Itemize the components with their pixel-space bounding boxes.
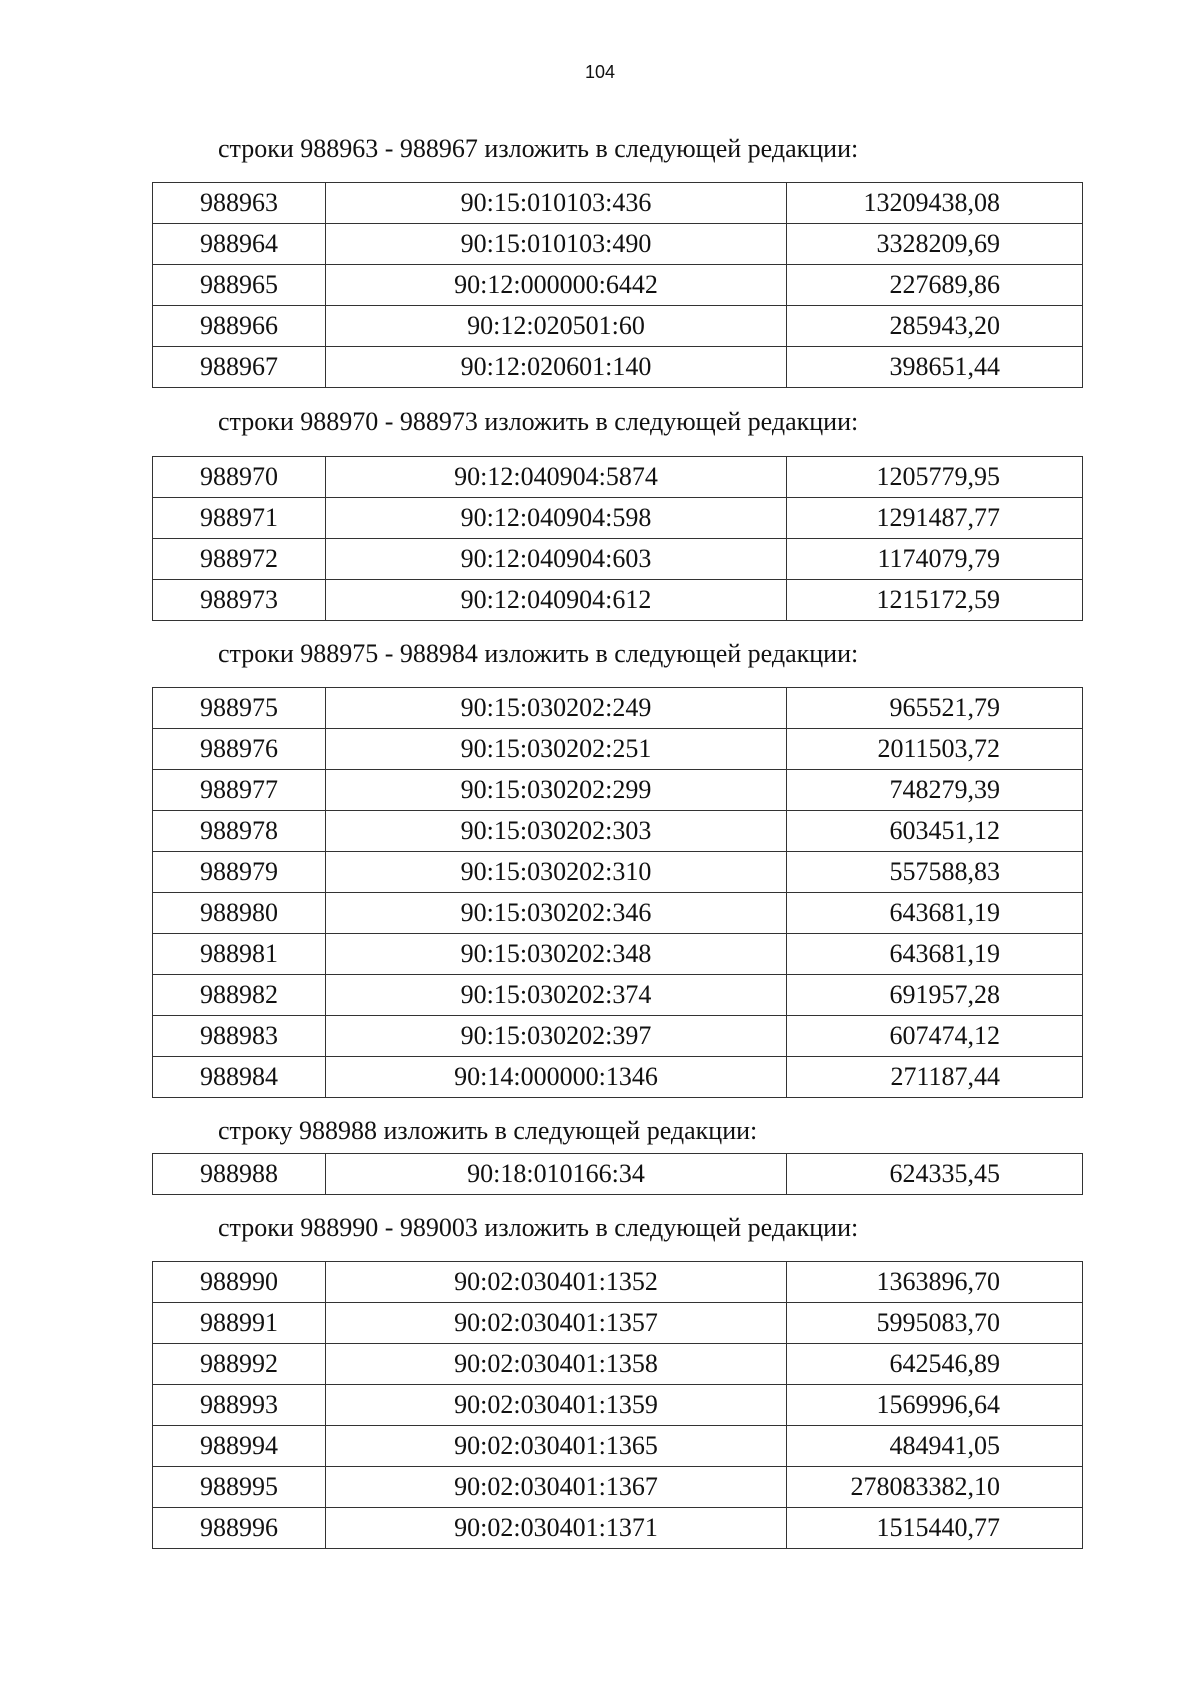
- cadastral-number-cell: 90:15:030202:249: [326, 688, 787, 729]
- table-row: [153, 811, 1083, 852]
- cadastral-number-cell: 90:15:030202:348: [326, 934, 787, 975]
- value-cell: 13209438,08: [787, 183, 1083, 224]
- row-number-cell: 988981: [153, 934, 326, 975]
- value-cell: 271187,44: [787, 1057, 1083, 1098]
- value-cell: 1205779,95: [787, 457, 1083, 498]
- table-row: [153, 457, 1083, 498]
- cadastral-number-cell: 90:02:030401:1352: [326, 1262, 787, 1303]
- value-cell: 642546,89: [787, 1344, 1083, 1385]
- cadastral-number-cell: 90:15:030202:374: [326, 975, 787, 1016]
- table-row: [153, 1057, 1083, 1098]
- row-number-cell: 988967: [153, 347, 326, 388]
- value-cell: 1174079,79: [787, 539, 1083, 580]
- value-cell: 965521,79: [787, 688, 1083, 729]
- section-table: [152, 1153, 1080, 1195]
- value-cell: 1515440,77: [787, 1508, 1083, 1549]
- value-cell: 607474,12: [787, 1016, 1083, 1057]
- row-number-cell: 988975: [153, 688, 326, 729]
- row-number-cell: 988984: [153, 1057, 326, 1098]
- row-number-cell: 988978: [153, 811, 326, 852]
- value-cell: 1569996,64: [787, 1385, 1083, 1426]
- section-heading: строки 988990 - 989003 изложить в следующей редакции:: [218, 1213, 859, 1242]
- table-row: [153, 183, 1083, 224]
- table-row: [153, 1262, 1083, 1303]
- table-row: [153, 893, 1083, 934]
- value-cell: 643681,19: [787, 893, 1083, 934]
- value-cell: 643681,19: [787, 934, 1083, 975]
- value-cell: 1291487,77: [787, 498, 1083, 539]
- row-number-cell: 988963: [153, 183, 326, 224]
- section-heading: строки 988963 - 988967 изложить в следующей редакции:: [218, 134, 859, 163]
- value-cell: 624335,45: [787, 1154, 1083, 1195]
- data-table: [152, 687, 1083, 1098]
- table-row: [153, 1303, 1083, 1344]
- cadastral-number-cell: 90:02:030401:1357: [326, 1303, 787, 1344]
- table-row: [153, 1385, 1083, 1426]
- section-table: [152, 456, 1080, 621]
- cadastral-number-cell: 90:12:040904:5874: [326, 457, 787, 498]
- cadastral-number-cell: 90:12:040904:612: [326, 580, 787, 621]
- value-cell: 484941,05: [787, 1426, 1083, 1467]
- cadastral-number-cell: 90:15:030202:303: [326, 811, 787, 852]
- cadastral-number-cell: 90:15:030202:310: [326, 852, 787, 893]
- cadastral-number-cell: 90:12:040904:603: [326, 539, 787, 580]
- section-heading: строки 988975 - 988984 изложить в следующей редакции:: [218, 639, 859, 668]
- section-table: [152, 1261, 1080, 1549]
- cadastral-number-cell: 90:02:030401:1365: [326, 1426, 787, 1467]
- cadastral-number-cell: 90:02:030401:1359: [326, 1385, 787, 1426]
- row-number-cell: 988996: [153, 1508, 326, 1549]
- value-cell: 557588,83: [787, 852, 1083, 893]
- row-number-cell: 988976: [153, 729, 326, 770]
- value-cell: 1363896,70: [787, 1262, 1083, 1303]
- cadastral-number-cell: 90:12:020501:60: [326, 306, 787, 347]
- data-table: [152, 182, 1083, 388]
- value-cell: 285943,20: [787, 306, 1083, 347]
- value-cell: 5995083,70: [787, 1303, 1083, 1344]
- cadastral-number-cell: 90:12:020601:140: [326, 347, 787, 388]
- value-cell: 278083382,10: [787, 1467, 1083, 1508]
- table-row: [153, 1508, 1083, 1549]
- table-row: [153, 1154, 1083, 1195]
- cadastral-number-cell: 90:02:030401:1371: [326, 1508, 787, 1549]
- row-number-cell: 988983: [153, 1016, 326, 1057]
- value-cell: 227689,86: [787, 265, 1083, 306]
- table-row: [153, 265, 1083, 306]
- table-row: [153, 1344, 1083, 1385]
- section-heading: строки 988970 - 988973 изложить в следующей редакции:: [218, 407, 859, 436]
- table-row: [153, 498, 1083, 539]
- cadastral-number-cell: 90:12:000000:6442: [326, 265, 787, 306]
- table-row: [153, 1426, 1083, 1467]
- table-row: [153, 688, 1083, 729]
- page-number: 104: [584, 62, 616, 82]
- table-row: [153, 306, 1083, 347]
- cadastral-number-cell: 90:02:030401:1367: [326, 1467, 787, 1508]
- table-row: [153, 1467, 1083, 1508]
- row-number-cell: 988965: [153, 265, 326, 306]
- table-row: [153, 852, 1083, 893]
- row-number-cell: 988991: [153, 1303, 326, 1344]
- data-table: [152, 1261, 1083, 1549]
- row-number-cell: 988993: [153, 1385, 326, 1426]
- table-row: [153, 347, 1083, 388]
- value-cell: 1215172,59: [787, 580, 1083, 621]
- section-heading: строку 988988 изложить в следующей редакции:: [218, 1116, 758, 1145]
- row-number-cell: 988966: [153, 306, 326, 347]
- row-number-cell: 988992: [153, 1344, 326, 1385]
- cadastral-number-cell: 90:18:010166:34: [326, 1154, 787, 1195]
- value-cell: 691957,28: [787, 975, 1083, 1016]
- table-row: [153, 975, 1083, 1016]
- value-cell: 398651,44: [787, 347, 1083, 388]
- value-cell: 748279,39: [787, 770, 1083, 811]
- value-cell: 2011503,72: [787, 729, 1083, 770]
- table-row: [153, 729, 1083, 770]
- value-cell: 603451,12: [787, 811, 1083, 852]
- data-table: [152, 456, 1083, 621]
- table-row: [153, 1016, 1083, 1057]
- row-number-cell: 988972: [153, 539, 326, 580]
- cadastral-number-cell: 90:15:030202:397: [326, 1016, 787, 1057]
- row-number-cell: 988970: [153, 457, 326, 498]
- cadastral-number-cell: 90:12:040904:598: [326, 498, 787, 539]
- table-row: [153, 224, 1083, 265]
- cadastral-number-cell: 90:15:010103:490: [326, 224, 787, 265]
- section-table: [152, 182, 1080, 388]
- row-number-cell: 988982: [153, 975, 326, 1016]
- table-row: [153, 934, 1083, 975]
- row-number-cell: 988995: [153, 1467, 326, 1508]
- table-row: [153, 770, 1083, 811]
- row-number-cell: 988994: [153, 1426, 326, 1467]
- data-table: [152, 1153, 1083, 1195]
- cadastral-number-cell: 90:15:030202:346: [326, 893, 787, 934]
- cadastral-number-cell: 90:14:000000:1346: [326, 1057, 787, 1098]
- table-row: [153, 580, 1083, 621]
- row-number-cell: 988977: [153, 770, 326, 811]
- cadastral-number-cell: 90:15:030202:299: [326, 770, 787, 811]
- row-number-cell: 988988: [153, 1154, 326, 1195]
- cadastral-number-cell: 90:15:010103:436: [326, 183, 787, 224]
- table-row: [153, 539, 1083, 580]
- row-number-cell: 988979: [153, 852, 326, 893]
- value-cell: 3328209,69: [787, 224, 1083, 265]
- row-number-cell: 988973: [153, 580, 326, 621]
- cadastral-number-cell: 90:02:030401:1358: [326, 1344, 787, 1385]
- cadastral-number-cell: 90:15:030202:251: [326, 729, 787, 770]
- row-number-cell: 988971: [153, 498, 326, 539]
- row-number-cell: 988964: [153, 224, 326, 265]
- row-number-cell: 988990: [153, 1262, 326, 1303]
- row-number-cell: 988980: [153, 893, 326, 934]
- section-table: [152, 687, 1080, 1098]
